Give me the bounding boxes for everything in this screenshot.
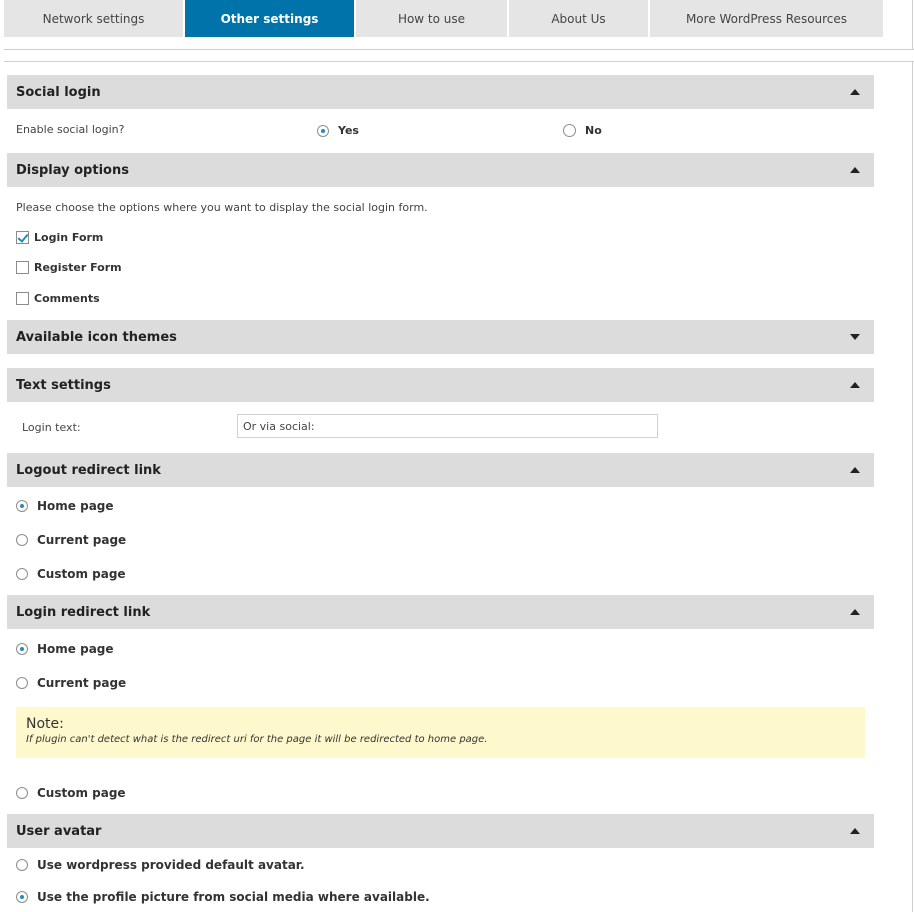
section-title: User avatar [16, 823, 102, 839]
radio-selected-icon[interactable] [16, 500, 28, 512]
content-top-border [4, 61, 914, 62]
text-settings-header[interactable] [7, 368, 874, 402]
content-right-border [912, 61, 913, 912]
enable-social-login-label: Enable social login? [16, 123, 125, 136]
option-label: Custom page [37, 567, 126, 581]
social-login-yes-option[interactable] [317, 124, 359, 137]
logout-custom-page-option[interactable] [16, 567, 126, 581]
tab-bar-right-border [912, 0, 913, 50]
note-title: Note: [26, 716, 64, 732]
tab-other-settings[interactable]: Other settings [185, 0, 356, 37]
avatar-default-option[interactable] [16, 858, 305, 872]
checkbox-icon[interactable] [16, 261, 29, 274]
comments-checkbox-option[interactable] [16, 292, 100, 305]
radio-icon[interactable] [16, 677, 28, 689]
note-text: If plugin can't detect what is the redirect uri for the page it will be redirected to home page. [26, 734, 488, 745]
section-title: Social login [16, 84, 101, 100]
register-form-checkbox-option[interactable] [16, 261, 122, 274]
collapse-arrow-icon[interactable] [850, 89, 860, 95]
option-label: Custom page [37, 786, 126, 800]
radio-icon[interactable] [563, 124, 576, 137]
checkbox-icon[interactable] [16, 292, 29, 305]
social-login-no-option[interactable] [563, 124, 602, 137]
tab-about-us[interactable]: About Us [509, 0, 650, 37]
login-custom-page-option[interactable] [16, 786, 126, 800]
option-label: Register Form [34, 261, 122, 274]
radio-selected-icon[interactable] [16, 891, 28, 903]
tab-more-wordpress-resources[interactable]: More WordPress Resources [650, 0, 883, 37]
login-redirect-header[interactable] [7, 595, 874, 629]
collapse-arrow-icon[interactable] [850, 167, 860, 173]
logout-home-page-option[interactable] [16, 499, 114, 513]
tab-bar-divider [4, 49, 914, 50]
radio-selected-icon[interactable] [317, 125, 329, 137]
tab-how-to-use[interactable]: How to use [356, 0, 509, 37]
login-form-checkbox-option[interactable] [16, 231, 103, 244]
logout-redirect-header[interactable] [7, 453, 874, 487]
radio-icon[interactable] [16, 859, 28, 871]
redirect-note-box [16, 707, 865, 758]
option-label: No [585, 124, 602, 137]
logout-current-page-option[interactable] [16, 533, 126, 547]
login-home-page-option[interactable] [16, 642, 114, 656]
section-title: Display options [16, 162, 129, 178]
login-text-label: Login text: [22, 421, 81, 434]
display-options-header[interactable] [7, 153, 874, 187]
social-login-header[interactable] [7, 75, 874, 109]
collapse-arrow-icon[interactable] [850, 467, 860, 473]
option-label: Home page [37, 499, 114, 513]
tab-bar [0, 0, 914, 50]
display-options-description: Please choose the options where you want to display the social login form. [16, 201, 428, 214]
option-label: Home page [37, 642, 114, 656]
option-label: Comments [34, 292, 100, 305]
login-text-input[interactable]: Or via social: [237, 414, 658, 438]
checkbox-checked-icon[interactable] [16, 231, 29, 244]
expand-arrow-icon[interactable] [850, 334, 860, 340]
tab-network-settings[interactable]: Network settings [4, 0, 185, 37]
section-title: Available icon themes [16, 329, 177, 345]
section-title: Login redirect link [16, 604, 151, 620]
avatar-social-picture-option[interactable] [16, 890, 430, 904]
option-label: Use the profile picture from social media where available. [37, 890, 430, 904]
collapse-arrow-icon[interactable] [850, 382, 860, 388]
radio-selected-icon[interactable] [16, 643, 28, 655]
collapse-arrow-icon[interactable] [850, 609, 860, 615]
section-title: Text settings [16, 377, 111, 393]
radio-icon[interactable] [16, 534, 28, 546]
icon-themes-header[interactable] [7, 320, 874, 354]
option-label: Yes [338, 124, 359, 137]
user-avatar-header[interactable] [7, 814, 874, 848]
option-label: Login Form [34, 231, 104, 244]
option-label: Use wordpress provided default avatar. [37, 858, 305, 872]
login-current-page-option[interactable] [16, 676, 126, 690]
radio-icon[interactable] [16, 787, 28, 799]
option-label: Current page [37, 676, 127, 690]
section-title: Logout redirect link [16, 462, 161, 478]
collapse-arrow-icon[interactable] [850, 828, 860, 834]
option-label: Current page [37, 533, 127, 547]
radio-icon[interactable] [16, 568, 28, 580]
